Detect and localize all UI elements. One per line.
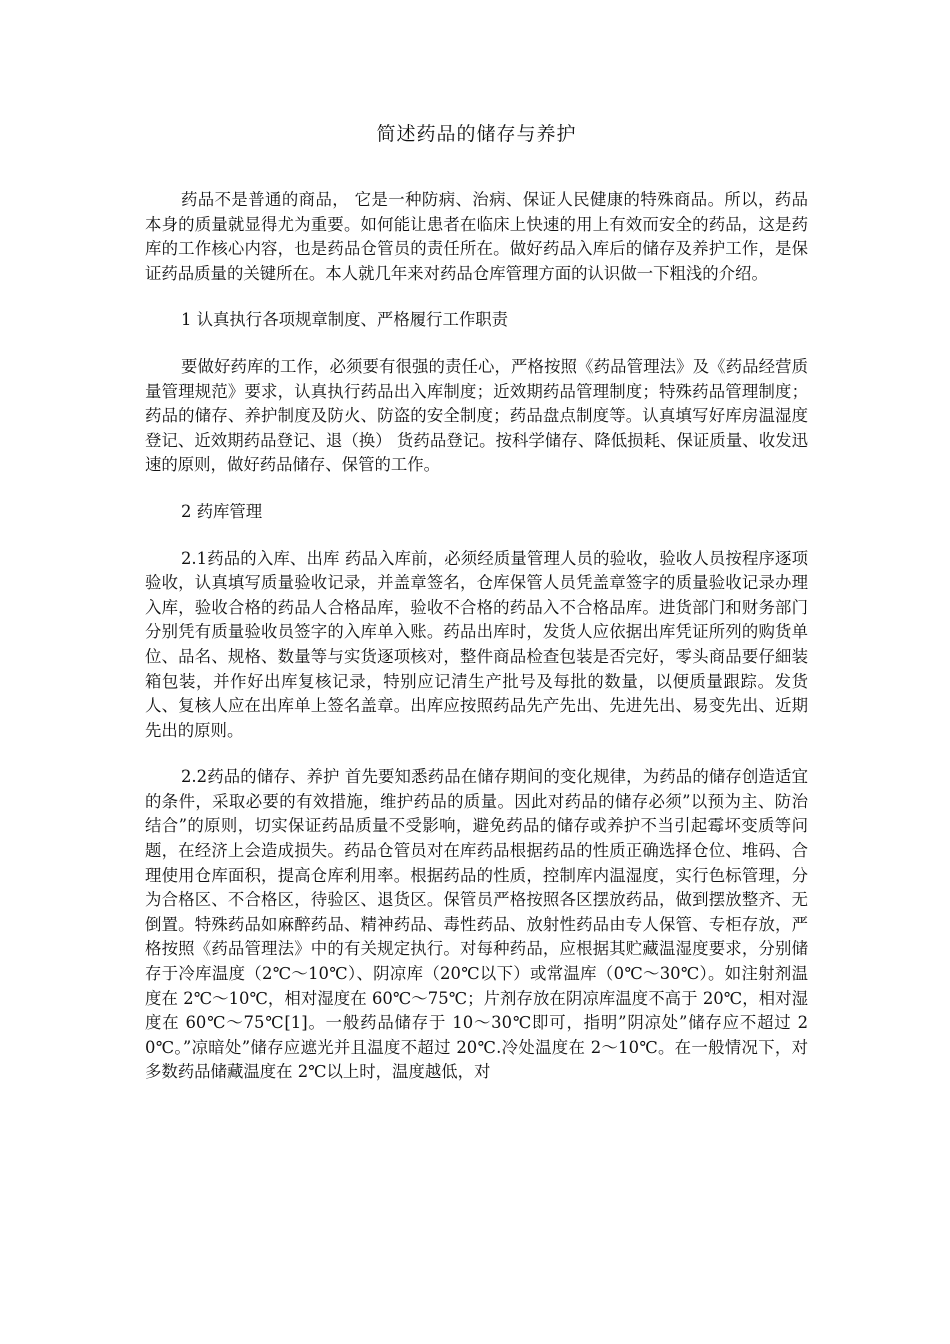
intro-paragraph: 药品不是普通的商品， 它是一种防病、治病、保证人民健康的特殊商品。所以，药品本身的质量就显得尤为重要。如何能让患者在临床上快速的用上有效而安全的药品，这是药库的工作核心内容，也是药品仓管员的责任所在。做好药品入库后的储存及养护工作，是保证药品质量的关键所在。本人就几年来对药品仓库管理方面的认识做一下粗浅的介绍。	[145, 190, 808, 283]
section-2-2-paragraph: 2.2药品的储存、养护 首先要知悉药品在储存期间的变化规律，为药品的储存创造适宜的条件，采取必要的有效措施，维护药品的质量。因此对药品的储存必须”以预为主、防治结合”的原则，切实保证药品质量不受影响，避免药品的储存或养护不当引起霉坏变质等问题，在经济上会造成损失。药品仓管员对在库药品根据药品的性质正确选择仓位、堆码、合理使用仓库面积，提高仓库利用率。根据药品的性质，控制库内温湿度，实行色标管理，分为合格区、不合格区，待验区、退货区。保管员严格按照各区摆放药品，做到摆放整齐、无倒置。特殊药品如麻醉药品、精神药品、毒性药品、放射性药品由专人保管、专柜存放，严格按照《药品管理法》中的有关规定执行。对每种药品，应根据其贮藏温湿度要求，分别储存于冷库温度（2℃～10℃）、阴凉库（20℃以下）或常温库（0℃～30℃）。如注射剂温度在 2℃～10℃，相对湿度在 60℃～75℃；片剂存放在阴凉库温度不高于 20℃，相对湿度在 60℃～75℃[1]。一般药品储存于 10～30℃即可，指明”阴凉处”储存应不超过 20℃。”凉暗处”储存应遮光并且温度不超过 20℃.冷处温度在 2～10℃。在一般情况下，对多数药品储藏温度在 2℃以上时，温度越低，对	[145, 767, 808, 1082]
section-2-1-paragraph: 2.1药品的入库、出库 药品入库前，必须经质量管理人员的验收，验收人员按程序逐项验收，认真填写质量验收记录，并盖章签名，仓库保管人员凭盖章签字的质量验收记录办理入库，验收合格的药品人合格品库，验收不合格的药品入不合格品库。进货部门和财务部门分别凭有质量验收员签字的入库单入账。药品出库时，发货人应依据出库凭证所列的购货单位、品名、规格、数量等与实货逐项核对，整件商品检查包装是否完好，零头商品要仔細装箱包装，并作好出库复核记录，特别应记清生产批号及每批的数量，以便质量跟踪。发货人、复核人应在出库单上签名盖章。出库应按照药品先产先出、先进先出、易变先出、近期先出的原则。	[145, 548, 808, 740]
section-1-paragraph: 要做好药库的工作，必须要有很强的责任心，严格按照《药品管理法》及《药品经营质量管理规范》要求，认真执行药品出入库制度；近效期药品管理制度；特殊药品管理制度；药品的储存、养护制度及防火、防盗的安全制度；药品盘点制度等。认真填写好库房温湿度登记、近效期药品登记、退（换） 货药品登记。按科学储存、降低损耗、保证质量、收发迅速的原则，做好药品储存、保管的工作。	[145, 356, 808, 475]
document-page	[145, 120, 808, 1085]
section-heading-1: 1 认真执行各项规章制度、严格履行工作职责	[181, 310, 509, 330]
document-title: 简述药品的储存与养护	[376, 123, 577, 145]
section-heading-2: 2 药库管理	[181, 501, 263, 521]
